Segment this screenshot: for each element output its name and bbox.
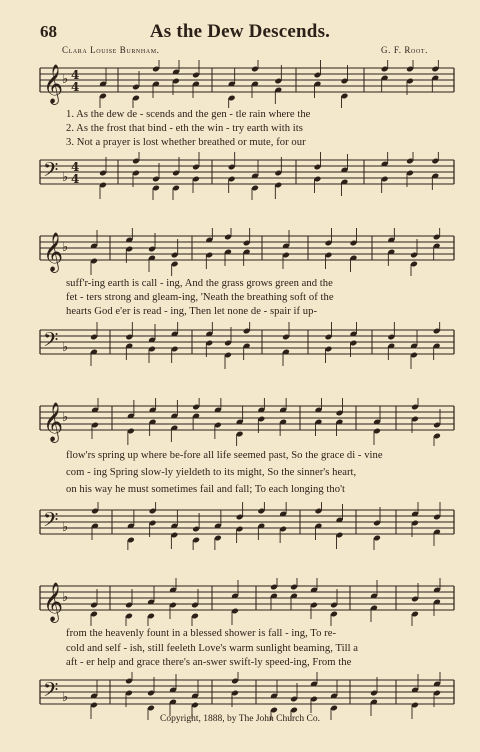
copyright-notice: Copyright, 1888, by The John Church Co. <box>159 714 320 724</box>
system-1-verse-1: 1. As the dew de - scends and the gen - tle rain where the <box>66 109 311 120</box>
system-4-verse-1: from the heavenly fount in a blessed shower is fall - ing, To re- <box>66 628 337 639</box>
time-signature-bottom: 4 <box>71 172 80 186</box>
system-2-bass-staff <box>0 322 480 370</box>
time-signature-top: 4 <box>71 68 80 82</box>
flat-key-signature-icon: ♭ <box>62 690 69 705</box>
treble-clef-icon: 𝄞 <box>43 232 64 272</box>
treble-clef-icon: 𝄞 <box>43 402 64 442</box>
system-3-verse-1: flow'rs spring up where be-fore all life seemed past, So the grace di - vine <box>66 450 383 461</box>
flat-key-signature-icon: ♭ <box>62 170 69 185</box>
system-4-treble-staff <box>0 578 480 626</box>
flat-key-signature-icon: ♭ <box>62 240 69 255</box>
system-4-verse-3: aft - er help and grace there's an-swer swift-ly speed-ing, From the <box>66 657 352 668</box>
treble-clef-icon: 𝄞 <box>43 582 64 622</box>
bass-clef-icon: 𝄢 <box>43 158 59 186</box>
system-2-verse-2: fet - ters strong and gleam-ing, 'Neath the breathing soft of the <box>66 292 334 303</box>
system-2-treble-staff <box>0 228 480 276</box>
flat-key-signature-icon: ♭ <box>62 72 69 87</box>
treble-clef-icon: 𝄞 <box>43 64 64 104</box>
bass-clef-icon: 𝄢 <box>43 328 59 356</box>
system-3-verse-3: on his way he must sometimes fail and fall; To each longing tho't <box>66 484 346 495</box>
flat-key-signature-icon: ♭ <box>62 520 69 535</box>
system-1-treble-staff <box>0 60 480 108</box>
flat-key-signature-icon: ♭ <box>62 590 69 605</box>
composer-credit: G. F. Root. <box>381 45 428 55</box>
time-signature-top: 4 <box>71 160 80 174</box>
flat-key-signature-icon: ♭ <box>62 410 69 425</box>
system-3-bass-staff <box>0 502 480 550</box>
time-signature-bottom: 4 <box>71 80 80 94</box>
system-3-treble-staff <box>0 398 480 446</box>
flat-key-signature-icon: ♭ <box>62 340 69 355</box>
system-1-verse-3: 3. Not a prayer is lost whether breathed or mute, for our <box>66 137 306 148</box>
page-number: 68 <box>40 22 57 41</box>
bass-clef-icon: 𝄢 <box>43 678 59 706</box>
lyricist-credit: Clara Louise Burnham. <box>62 45 160 55</box>
system-2-verse-1: suff'r-ing earth is call - ing, And the grass grows green and the <box>66 278 333 289</box>
system-1-verse-2: 2. As the frost that bind - eth the win - try earth with its <box>66 123 303 134</box>
system-4-verse-2: cold and self - ish, still feeleth Love's warm sunlight beaming, Till a <box>66 643 359 654</box>
hymn-title: As the Dew Descends. <box>149 21 331 42</box>
bass-clef-icon: 𝄢 <box>43 508 59 536</box>
system-4-bass-staff <box>0 672 480 720</box>
system-3-verse-2: com - ing Spring slow-ly yieldeth to its might, So the sinner's heart, <box>66 467 357 478</box>
system-1-bass-staff <box>0 152 480 200</box>
system-2-verse-3: hearts God e'er is read - ing, Then let none de - spair if up- <box>66 306 318 317</box>
